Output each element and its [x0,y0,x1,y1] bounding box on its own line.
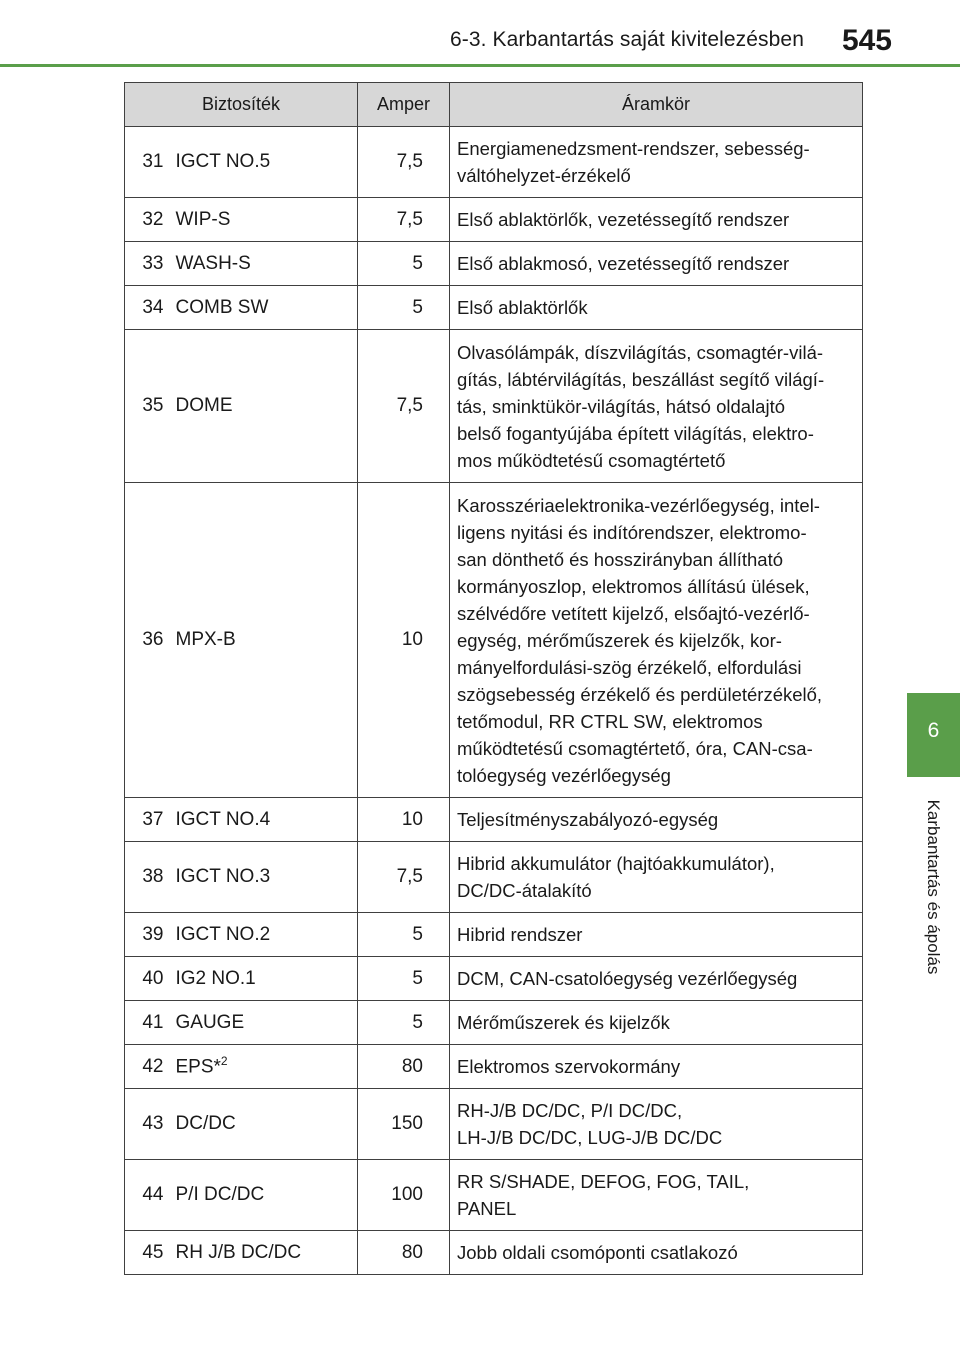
table-row [125,1001,863,1045]
circuit-line: kormányoszlop, elektromos állítású ülések, [457,575,810,597]
circuit-line: Hibrid akkumulátor (hajtóakkumulátor), [457,853,775,874]
fuse-name [170,483,358,798]
circuit-line: mos működtetésű csomagtértető [457,449,726,471]
table-row [125,242,863,286]
fuse-name [170,842,358,913]
fuse-name-text: IGCT NO.3 [175,866,271,887]
fuse-number: 36 [125,483,170,798]
fuse-amperage: 80 [358,1045,450,1089]
fuse-name [170,798,358,842]
fuse-name-text: EPS* [175,1056,221,1078]
circuit-line: Elektromos szervokormány [457,1056,681,1077]
fuse-name [170,1089,358,1160]
circuit-line: DC/DC-átalakító [457,880,592,901]
column-header-circuit: Áramkör [450,83,863,127]
table-row [125,1045,863,1089]
circuit-line: san dönthető és hosszirányban állítható [457,548,784,570]
fuse-circuit [450,957,863,1001]
table-row [125,198,863,242]
fuse-amperage: 5 [358,1001,450,1045]
circuit-line: Jobb oldali csomóponti csatlakozó [457,1242,738,1263]
fuse-circuit [450,1001,863,1045]
fuse-circuit [450,1160,863,1231]
fuse-amperage: 7,5 [358,198,450,242]
fuse-number: 42 [125,1045,170,1089]
circuit-line: Hibrid rendszer [457,924,583,945]
circuit-line: tás, sminktükör-világítás, hátsó oldalajtó [457,395,786,417]
table-row [125,1089,863,1160]
fuse-amperage: 5 [358,913,450,957]
circuit-line: Olvasólámpák, díszvilágítás, csomagtér-vilá- [457,341,824,363]
fuse-name [170,957,358,1001]
fuse-circuit [450,798,863,842]
fuse-number: 32 [125,198,170,242]
fuse-amperage: 100 [358,1160,450,1231]
fuse-name-text: WIP-S [175,208,231,230]
fuse-name-text: MPX-B [175,629,236,650]
fuse-name [170,198,358,242]
circuit-line: tolóegység vezérlőegység [457,764,671,786]
fuse-number: 41 [125,1001,170,1045]
chapter-tab-label: Karbantartás és ápolás [924,799,943,975]
table-row [125,1160,863,1231]
fuse-circuit [450,198,863,242]
chapter-title: 6-3. Karbantartás saját kivitelezésben [450,28,804,51]
circuit-line: szélvédőre vetített kijelző, elsőajtó-vezérlő- [457,602,810,624]
fuse-name [170,286,358,330]
circuit-line: mányelfordulási-szög érzékelő, elfordulási [457,656,802,678]
fuse-number: 35 [125,330,170,483]
fuse-name [170,1160,358,1231]
circuit-line: PANEL [457,1198,517,1219]
circuit-line: szögsebesség érzékelő és perdületérzékelő, [457,683,823,705]
table-row [125,330,863,483]
table-row [125,798,863,842]
circuit-line: LH-J/B DC/DC, LUG-J/B DC/DC [457,1127,723,1148]
fuse-name-text: IG2 NO.1 [175,967,256,989]
fuse-amperage: 5 [358,286,450,330]
fuse-name [170,330,358,483]
fuse-amperage: 10 [358,798,450,842]
fuse-amperage: 5 [358,957,450,1001]
fuse-name [170,1001,358,1045]
fuse-circuit [450,842,863,913]
table-row [125,842,863,913]
circuit-line: belső fogantyújába épített világítás, elektro- [457,422,814,444]
circuit-line: ligens nyitási és indítórendszer, elektromo- [457,521,807,543]
fuse-name [170,1231,358,1275]
fuse-number: 43 [125,1089,170,1160]
fuse-number: 31 [125,127,170,198]
circuit-line: Mérőműszerek és kijelzők [457,1012,670,1033]
circuit-line: Első ablakmosó, vezetéssegítő rendszer [457,253,790,274]
column-header-amper: Amper [358,83,450,127]
chapter-tab [907,693,960,777]
table-row [125,913,863,957]
circuit-line: RR S/SHADE, DEFOG, FOG, TAIL, [457,1171,750,1192]
fuse-amperage: 10 [358,483,450,798]
fuse-name-text: GAUGE [175,1011,245,1033]
fuse-number: 45 [125,1231,170,1275]
circuit-line: Energiamenedzsment-rendszer, sebesség- [457,138,810,159]
fuse-circuit [450,1089,863,1160]
fuse-number: 33 [125,242,170,286]
fuse-name-text: DC/DC [175,1113,236,1134]
circuit-line: RH-J/B DC/DC, P/I DC/DC, [457,1100,683,1121]
fuse-number: 38 [125,842,170,913]
page-number: 545 [841,24,892,57]
circuit-line: egység, mérőműszerek és kijelzők, kor- [457,629,782,651]
circuit-line: gítás, lábtérvilágítás, beszállást segítő világí- [457,368,825,390]
fuse-circuit [450,242,863,286]
fuse-number: 39 [125,913,170,957]
fuse-amperage: 7,5 [358,842,450,913]
fuse-name-text: DOME [175,395,233,416]
fuse-name-text: IGCT NO.4 [175,808,271,830]
fuse-number: 44 [125,1160,170,1231]
table-row [125,957,863,1001]
fuse-name-text: COMB SW [175,296,269,318]
fuse-number: 40 [125,957,170,1001]
fuse-table [124,82,863,1275]
fuse-amperage: 5 [358,242,450,286]
circuit-line: Teljesítményszabályozó-egység [457,809,719,830]
circuit-line: váltóhelyzet-érzékelő [457,165,631,186]
table-row [125,483,863,798]
fuse-name [170,127,358,198]
fuse-circuit [450,127,863,198]
circuit-line: Első ablaktörlők, vezetéssegítő rendszer [457,209,790,230]
fuse-circuit [450,483,863,798]
fuse-amperage: 7,5 [358,127,450,198]
footnote-marker: 2 [220,1054,228,1069]
circuit-line: tetőmodul, RR CTRL SW, elektromos [457,710,763,732]
fuse-circuit [450,330,863,483]
fuse-name-text: RH J/B DC/DC [175,1241,302,1263]
table-header-row [125,83,863,127]
fuse-amperage: 80 [358,1231,450,1275]
fuse-circuit [450,1045,863,1089]
circuit-line: DCM, CAN-csatolóegység vezérlőegység [457,968,798,989]
fuse-amperage: 150 [358,1089,450,1160]
fuse-name-text: IGCT NO.5 [175,151,271,172]
fuse-name [170,913,358,957]
fuse-name-text: IGCT NO.2 [175,923,271,945]
circuit-line: Karosszériaelektronika-vezérlőegység, intel- [457,494,820,516]
fuse-number: 37 [125,798,170,842]
table-row [125,127,863,198]
circuit-line: Első ablaktörlők [457,297,588,318]
chapter-tab-number: 6 [927,719,940,742]
fuse-name [170,242,358,286]
fuse-circuit [450,286,863,330]
fuse-amperage: 7,5 [358,330,450,483]
circuit-line: működtetésű csomagtértető, óra, CAN-csa- [457,737,813,759]
header-divider [0,64,960,67]
fuse-name-text: WASH-S [175,252,251,274]
fuse-circuit [450,1231,863,1275]
fuse-name-text: P/I DC/DC [175,1184,265,1205]
table-row [125,286,863,330]
column-header-fuse: Biztosíték [125,83,358,127]
fuse-number: 34 [125,286,170,330]
fuse-name [170,1045,358,1089]
table-row [125,1231,863,1275]
fuse-circuit [450,913,863,957]
